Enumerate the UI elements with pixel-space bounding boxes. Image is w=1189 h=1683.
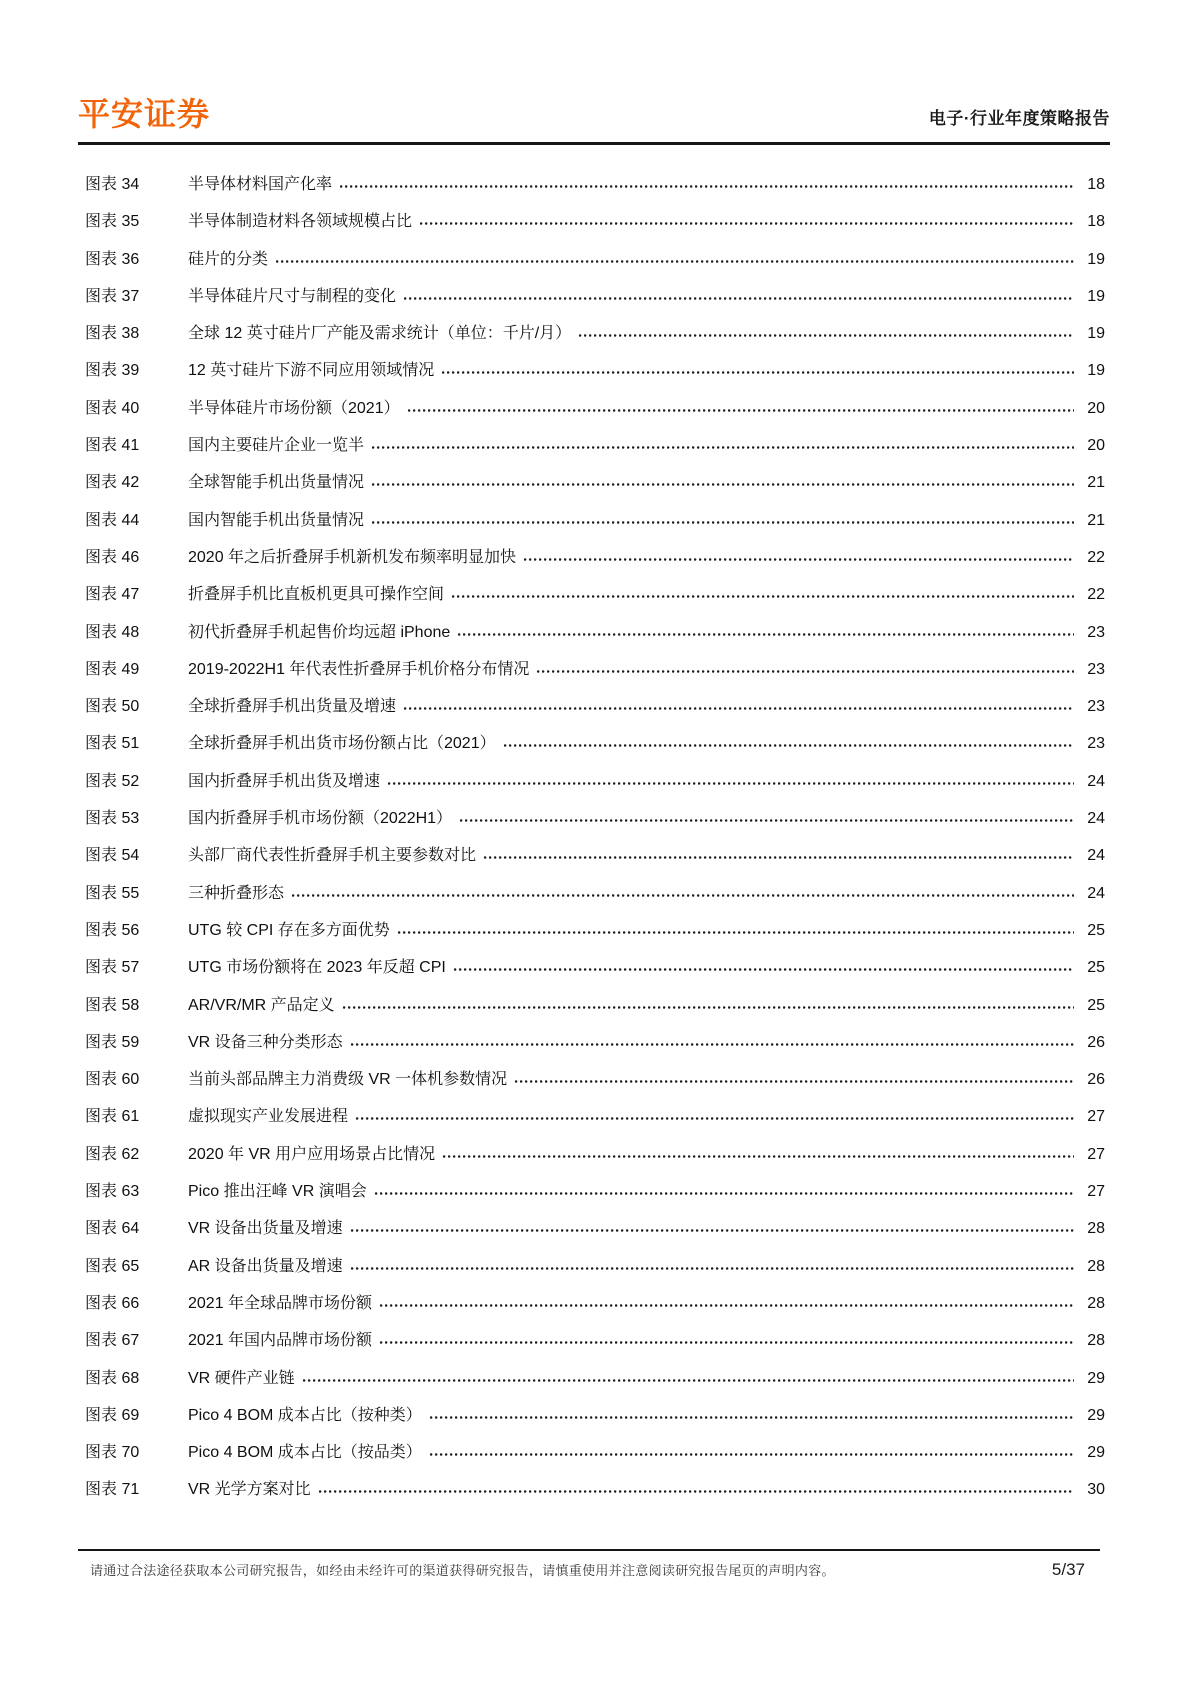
dot-leader [380,1303,1074,1308]
toc-entry-page: 24 [1087,847,1105,865]
toc-entry-label: 图表 42 [85,474,140,492]
toc-entry[interactable] [85,502,1105,539]
toc-entry-title: VR 设备三种分类形态 [188,1033,343,1051]
toc-entry-label: 图表 47 [85,586,140,604]
brand-logo: 平安证券 [78,95,211,132]
toc-entry[interactable] [85,1024,1105,1061]
toc-entry-label: 图表 59 [85,1033,140,1051]
toc-entry[interactable] [85,241,1105,278]
toc-entry-title: 2021 年国内品牌市场份额 [188,1332,373,1350]
toc-entry[interactable] [85,875,1105,912]
toc-entry-page: 19 [1087,362,1105,380]
toc-entry-page: 20 [1087,399,1105,417]
dot-leader [404,706,1074,711]
toc-entry-title: UTG 市场份额将在 2023 年反超 CPI [188,959,446,977]
toc-entry-title: 当前头部品牌主力消费级 VR 一体机参数情况 [188,1071,508,1089]
toc-entry-title: Pico 4 BOM 成本占比（按品类） [188,1444,422,1462]
toc-entry-label: 图表 54 [85,847,140,865]
toc-entry-label: 图表 71 [85,1481,140,1499]
dot-leader [579,333,1074,338]
dot-leader [319,1489,1074,1494]
toc-entry-page: 23 [1087,623,1105,641]
toc-entry-page: 27 [1087,1108,1105,1126]
dot-leader [408,408,1074,413]
toc-entry[interactable] [85,1434,1105,1471]
toc-entry-title: AR 设备出货量及增速 [188,1257,343,1275]
dot-leader [380,1340,1074,1345]
toc-entry-page: 21 [1087,511,1105,529]
page-footer [90,1560,1085,1580]
toc-entry[interactable] [85,1397,1105,1434]
toc-entry-title: 国内折叠屏手机出货及增速 [188,772,381,790]
toc-entry-page: 27 [1087,1183,1105,1201]
dot-leader [351,1266,1074,1271]
toc-entry-title: 折叠屏手机比直板机更具可操作空间 [188,586,445,604]
dot-leader [484,855,1074,860]
dot-leader [404,296,1074,301]
toc-entry-page: 29 [1087,1444,1105,1462]
toc-entry-page: 22 [1087,548,1105,566]
toc-entry-page: 28 [1087,1220,1105,1238]
dot-leader [303,1378,1074,1383]
dot-leader [515,1079,1074,1084]
toc-entry-title: 国内智能手机出货量情况 [188,511,365,529]
toc-entry[interactable] [85,1136,1105,1173]
toc-entry-page: 25 [1087,959,1105,977]
toc-entry-label: 图表 65 [85,1257,140,1275]
dot-leader [452,594,1074,599]
toc-entry[interactable] [85,651,1105,688]
toc-entry-label: 图表 48 [85,623,140,641]
toc-entry[interactable] [85,427,1105,464]
page-header [78,88,1110,132]
toc-entry-title: 半导体硅片市场份额（2021） [188,399,400,417]
toc-entry-page: 28 [1087,1294,1105,1312]
toc-entry[interactable] [85,1248,1105,1285]
dot-leader [524,557,1074,562]
toc-entry[interactable] [85,987,1105,1024]
footer-divider [78,1549,1100,1551]
dot-leader [443,1154,1074,1159]
toc-entry-label: 图表 53 [85,810,140,828]
toc-entry-label: 图表 69 [85,1406,140,1424]
toc-entry-title: VR 硬件产业链 [188,1369,295,1387]
toc-entry[interactable] [85,1061,1105,1098]
toc-entry-page: 24 [1087,884,1105,902]
toc-entry-label: 图表 34 [85,176,140,193]
toc-entry[interactable] [85,1471,1105,1508]
toc-entry-page: 19 [1087,287,1105,305]
dot-leader [351,1228,1074,1233]
toc-entry-page: 18 [1087,213,1105,231]
dot-leader [442,370,1074,375]
toc-entry-title: 2021 年全球品牌市场份额 [188,1294,373,1312]
dot-leader [458,632,1074,637]
dot-leader [340,184,1074,189]
toc-entry[interactable] [85,203,1105,240]
toc-entry-label: 图表 66 [85,1294,140,1312]
toc-entry-title: Pico 推出汪峰 VR 演唱会 [188,1183,367,1201]
toc-entry-label: 图表 67 [85,1332,140,1350]
toc-entry-title: AR/VR/MR 产品定义 [188,996,335,1014]
toc-entry-page: 24 [1087,772,1105,790]
dot-leader [372,445,1074,450]
toc-entry-page: 26 [1087,1071,1105,1089]
toc-entry-label: 图表 52 [85,772,140,790]
dot-leader [356,1116,1074,1121]
toc-entry[interactable] [85,949,1105,986]
toc-entry-label: 图表 40 [85,399,140,417]
dot-leader [372,482,1074,487]
toc-entry-label: 图表 46 [85,548,140,566]
toc-entry-title: 半导体硅片尺寸与制程的变化 [188,287,397,305]
toc-entry[interactable] [85,166,1105,203]
toc-entry-page: 20 [1087,437,1105,455]
toc-entry-label: 图表 35 [85,213,140,231]
toc-entry[interactable] [85,1360,1105,1397]
toc-entry[interactable] [85,539,1105,576]
toc-entry-page: 28 [1087,1332,1105,1350]
footer-disclaimer: 请通过合法途径获取本公司研究报告，如经由未经许可的渠道获得研究报告，请慎重使用并注意阅读研究报告尾页的声明内容。 [90,1563,835,1578]
toc-entry-page: 23 [1087,698,1105,716]
toc-entry-label: 图表 60 [85,1071,140,1089]
toc-entry-label: 图表 51 [85,735,140,753]
dot-leader [430,1415,1074,1420]
toc-entry[interactable] [85,725,1105,762]
dot-leader [276,259,1074,264]
toc-entry-label: 图表 41 [85,437,140,455]
toc-entry-label: 图表 39 [85,362,140,380]
toc-entry[interactable] [85,1098,1105,1135]
toc-entry[interactable] [85,763,1105,800]
toc-entry-title: 全球 12 英寸硅片厂产能及需求统计（单位：千片/月） [188,325,572,343]
toc-entry-title: 12 英寸硅片下游不同应用领域情况 [188,362,435,380]
dot-leader [420,221,1074,226]
dot-leader [343,1005,1074,1010]
toc-entry-title: 半导体材料国产化率 [188,176,333,193]
toc-entry-title: UTG 较 CPI 存在多方面优势 [188,921,390,939]
toc-entry-page: 27 [1087,1145,1105,1163]
toc-entry-label: 图表 50 [85,698,140,716]
toc-entry-label: 图表 58 [85,996,140,1014]
dot-leader [372,520,1074,525]
toc-entry-page: 30 [1087,1481,1105,1499]
toc-entry[interactable] [85,1322,1105,1359]
toc-entry-label: 图表 70 [85,1444,140,1462]
dot-leader [375,1191,1074,1196]
dot-leader [460,818,1074,823]
dot-leader [454,967,1074,972]
toc-entry-label: 图表 37 [85,287,140,305]
toc-entry-label: 图表 63 [85,1183,140,1201]
report-type-label: 电子·行业年度策略报告 [928,109,1110,128]
toc-entry[interactable] [85,688,1105,725]
toc-entry-title: 初代折叠屏手机起售价均远超 iPhone [188,623,451,641]
toc-entry-title: 全球折叠屏手机出货量及增速 [188,698,397,716]
toc-entry[interactable] [85,278,1105,315]
toc-entry-label: 图表 62 [85,1145,140,1163]
toc-entry-label: 图表 44 [85,511,140,529]
toc-entry[interactable] [85,352,1105,389]
toc-entry-title: 全球折叠屏手机出货市场份额占比（2021） [188,735,496,753]
toc-entry-title: 半导体制造材料各领域规模占比 [188,213,413,231]
header-divider [78,142,1110,145]
toc-entry[interactable] [85,837,1105,874]
toc-entry[interactable] [85,576,1105,613]
toc-entry[interactable] [85,315,1105,352]
toc-entry[interactable] [85,1173,1105,1210]
toc-entry-title: 国内折叠屏手机市场份额（2022H1） [188,810,453,828]
toc-entry-label: 图表 55 [85,884,140,902]
toc-entry-title: 2020 年之后折叠屏手机新机发布频率明显加快 [188,548,517,566]
toc-entry-page: 25 [1087,921,1105,939]
toc-entry-page: 23 [1087,660,1105,678]
toc-entry[interactable] [85,390,1105,427]
toc-entry[interactable] [85,614,1105,651]
toc-entry-title: VR 设备出货量及增速 [188,1220,343,1238]
toc-entry-title: 全球智能手机出货量情况 [188,474,365,492]
toc-entry-title: 三种折叠形态 [188,884,285,902]
dot-leader [351,1042,1074,1047]
toc-entry-label: 图表 68 [85,1369,140,1387]
toc-entry-page: 29 [1087,1369,1105,1387]
toc-entry-label: 图表 64 [85,1220,140,1238]
toc-entry-page: 19 [1087,325,1105,343]
toc-entry-page: 18 [1087,176,1105,193]
toc-entry[interactable] [85,912,1105,949]
toc-entry-page: 21 [1087,474,1105,492]
dot-leader [388,781,1074,786]
toc-entry-page: 25 [1087,996,1105,1014]
toc-entry-label: 图表 61 [85,1108,140,1126]
toc-entry-label: 图表 57 [85,959,140,977]
dot-leader [504,743,1074,748]
toc-entry-label: 图表 49 [85,660,140,678]
toc-entry-page: 23 [1087,735,1105,753]
toc-entry-page: 29 [1087,1406,1105,1424]
toc-entry-page: 19 [1087,250,1105,268]
toc-entry-title: 2020 年 VR 用户应用场景占比情况 [188,1145,436,1163]
dot-leader [398,930,1074,935]
toc-entry-page: 22 [1087,586,1105,604]
toc-entry-page: 24 [1087,810,1105,828]
toc-list [85,166,1105,1509]
toc-entry-label: 图表 56 [85,921,140,939]
toc-entry-title: 国内主要硅片企业一览半 [188,437,365,455]
toc-entry-page: 28 [1087,1257,1105,1275]
toc-entry-title: 虚拟现实产业发展进程 [188,1108,349,1126]
toc-entry-title: Pico 4 BOM 成本占比（按种类） [188,1406,422,1424]
toc-entry[interactable] [85,1285,1105,1322]
toc-entry-label: 图表 38 [85,325,140,343]
toc-entry-page: 26 [1087,1033,1105,1051]
toc-entry[interactable] [85,464,1105,501]
toc-entry-title: 硅片的分类 [188,250,269,268]
footer-page-number: 5/37 [1051,1560,1085,1579]
toc-entry-title: VR 光学方案对比 [188,1481,311,1499]
toc-entry-label: 图表 36 [85,250,140,268]
toc-entry-title: 2019-2022H1 年代表性折叠屏手机价格分布情况 [188,660,530,678]
dot-leader [292,893,1074,898]
dot-leader [537,669,1074,674]
dot-leader [430,1452,1074,1457]
toc-entry-title: 头部厂商代表性折叠屏手机主要参数对比 [188,847,477,865]
toc-entry[interactable] [85,800,1105,837]
toc-entry[interactable] [85,1210,1105,1247]
